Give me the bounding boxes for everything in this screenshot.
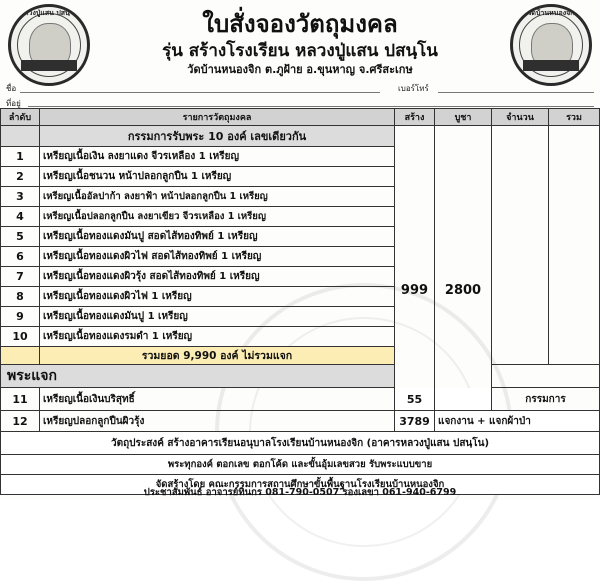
item-name: เหรียญเนื้อชนวน หน้าปลอกลูกปืน 1 เหรียญ	[40, 167, 395, 187]
right-logo-seal	[510, 4, 592, 86]
left-logo-seal	[8, 4, 90, 86]
temple-address: วัดบ้านหนองจิก ต.ภูฝ้าย อ.ขุนหาญ จ.ศรีสะเกษ	[187, 63, 413, 76]
item-no: 7	[0, 267, 40, 287]
set-made-value: 999	[395, 126, 435, 455]
item-no: 4	[0, 207, 40, 227]
item-no: 6	[0, 247, 40, 267]
name-field[interactable]	[20, 92, 380, 93]
builder-text: จัดสร้างโดย คณะกรรมการสถานศึกษาขั้นพื้นฐานโรงเรียนบ้านหนองจิก	[0, 475, 600, 495]
phone-field[interactable]	[438, 92, 594, 93]
set-price-value: 2800	[435, 126, 492, 455]
free-item-note: แจกงาน + แจกผ้าป่า	[435, 411, 600, 432]
free-item-name: เหรียญเนื้อเงินบริสุทธิ์	[40, 388, 395, 411]
header-item: รายการวัตถุมงคล	[40, 108, 395, 126]
form-title: ใบสั่งจองวัตถุมงคล	[202, 10, 398, 38]
header-made: สร้าง	[395, 108, 435, 126]
item-no: 9	[0, 307, 40, 327]
item-no: 10	[0, 327, 40, 347]
item-no: 5	[0, 227, 40, 247]
header-total: รวม	[549, 108, 600, 126]
ceremony-text: พระทุกองค์ ตอกเลข ตอกโค้ด และขั้นอุ้มเลขสวย รับพระแบบขาย	[0, 455, 600, 475]
right-logo-text: วัดบ้านหนองจิก	[527, 9, 575, 17]
phone-label: เบอร์โทร์	[398, 84, 429, 93]
free-item-no: 11	[0, 388, 40, 411]
header-no: ลำดับ	[0, 108, 40, 126]
left-logo-text: หลวงปู่แสน ปสนฺโน	[19, 9, 79, 17]
address-label: ที่อยู่	[6, 99, 21, 108]
address-field[interactable]	[28, 106, 594, 107]
summary-total: รวมยอด 9,990 องค์ ไม่รวมแจก	[40, 347, 395, 365]
item-name: เหรียญเนื้อทองแดงผิวไฟ 1 เหรียญ	[40, 287, 395, 307]
item-no: 2	[0, 167, 40, 187]
item-name: เหรียญเนื้อเงิน ลงยาแดง จีวรเหลือง 1 เหรียญ	[40, 147, 395, 167]
item-name: เหรียญเนื้อทองแดงผิวไฟ สอดไส้ทองทิพย์ 1 เหรียญ	[40, 247, 395, 267]
item-name: เหรียญเนื้ออัลปาก้า ลงยาฟ้า หน้าปลอกลูกปืน 1 เหรียญ	[40, 187, 395, 207]
set-title: กรรมการรับพระ 10 องค์ เลขเดียวกัน	[40, 126, 395, 147]
contact-text: ประชาสัมพันธ์ อาจารย์ทินกร 081-790-0507 รองเลขา 061-940-6799	[143, 487, 457, 498]
item-no: 3	[0, 187, 40, 207]
header-qty: จำนวน	[492, 108, 549, 126]
series-subtitle: รุ่น สร้างโรงเรียน หลวงปู่แสน ปสนฺโน	[162, 41, 438, 61]
set-total-cell[interactable]	[549, 126, 600, 365]
free-item-price-cell	[435, 388, 492, 411]
header-price: บูชา	[435, 108, 492, 126]
set-title-no-cell	[0, 126, 40, 147]
free-item-made: 3789	[395, 411, 435, 432]
free-item-name: เหรียญปลอกลูกปืนผิวรุ้ง	[40, 411, 395, 432]
item-name: เหรียญเนื้อทองแดงผิวรุ้ง สอดไส้ทองทิพย์ 1 เหรียญ	[40, 267, 395, 287]
free-item-made: 55	[395, 388, 435, 411]
set-qty-cell[interactable]	[492, 126, 549, 365]
item-no: 1	[0, 147, 40, 167]
item-no: 8	[0, 287, 40, 307]
order-table	[0, 108, 600, 500]
name-label: ชื่อ	[6, 84, 17, 93]
purpose-text: วัตถุประสงค์ สร้างอาคารเรียนอนุบาลโรงเรียนบ้านหนองจิก (อาคารหลวงปู่แสน ปสนฺโน)	[0, 432, 600, 455]
item-name: เหรียญเนื้อปลอกลูกปืน ลงยาเขียว จีวรเหลือง 1 เหรียญ	[40, 207, 395, 227]
free-title-right-cell	[492, 365, 600, 388]
item-name: เหรียญเนื้อทองแดงมันปู 1 เหรียญ	[40, 307, 395, 327]
item-name: เหรียญเนื้อทองแดงมันปู สอดไส้ทองทิพย์ 1 เหรียญ	[40, 227, 395, 247]
free-title: พระแจก	[0, 365, 395, 388]
item-name: เหรียญเนื้อทองแดงรมดำ 1 เหรียญ	[40, 327, 395, 347]
free-item-note: กรรมการ	[492, 388, 600, 411]
summary-no-cell	[0, 347, 40, 365]
free-item-no: 12	[0, 411, 40, 432]
